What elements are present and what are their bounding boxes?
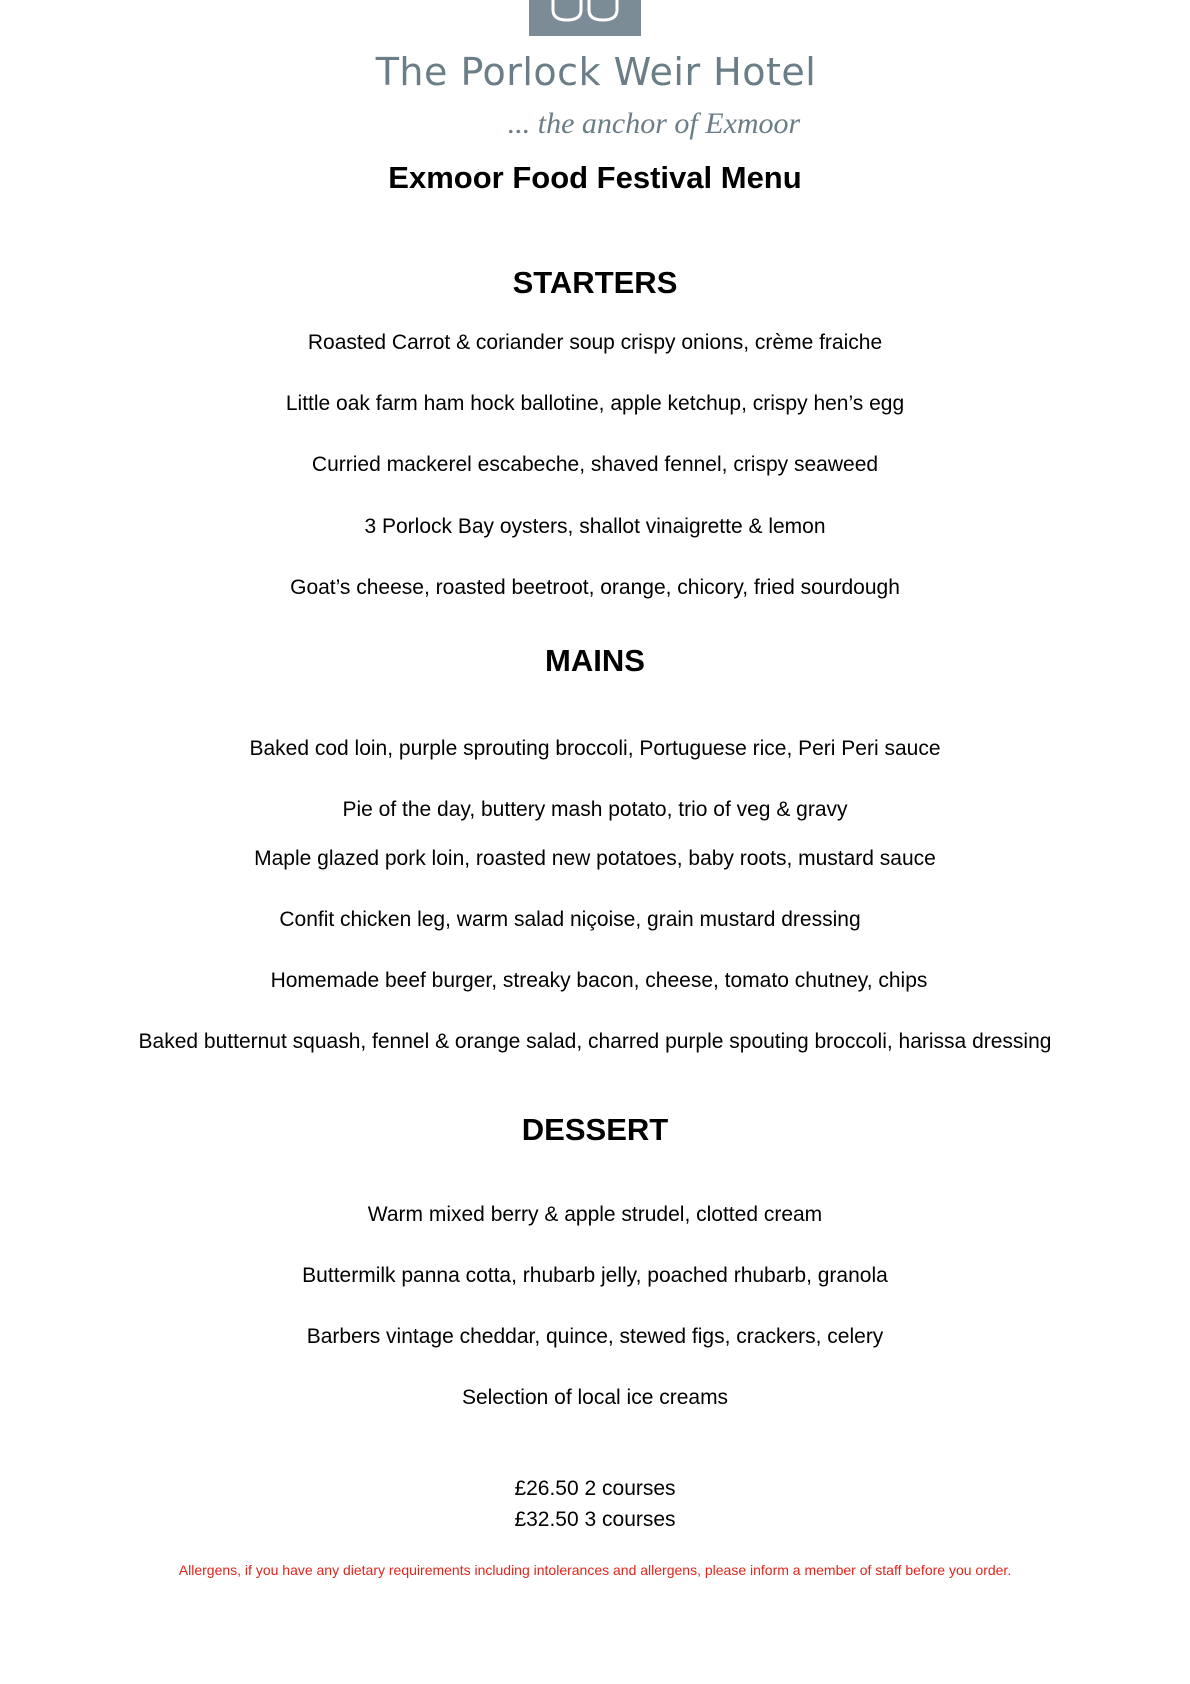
dessert-item: Buttermilk panna cotta, rhubarb jelly, poached rhubarb, granola <box>302 1264 888 1287</box>
starter-item: Little oak farm ham hock ballotine, apple ketchup, crispy hen’s egg <box>285 392 905 415</box>
starter-item: 3 Porlock Bay oysters, shallot vinaigrette & lemon <box>364 515 826 538</box>
allergen-note: Allergens, if you have any dietary requirements including intolerances and allergens, please inform a member of staff before you order. <box>178 1562 1012 1578</box>
main-item: Baked cod loin, purple sprouting broccoli, Portuguese rice, Peri Peri sauce <box>249 737 941 760</box>
main-item: Homemade beef burger, streaky bacon, cheese, tomato chutney, chips <box>270 969 928 992</box>
starter-item: Goat’s cheese, roasted beetroot, orange, chicory, fried sourdough <box>290 576 900 599</box>
main-item: Maple glazed pork loin, roasted new potatoes, baby roots, mustard sauce <box>254 847 936 870</box>
dessert-item: Barbers vintage cheddar, quince, stewed figs, crackers, celery <box>306 1325 884 1348</box>
dessert-heading: DESSERT <box>521 1112 669 1147</box>
dessert-item: Selection of local ice creams <box>461 1386 729 1409</box>
hotel-tagline: ... the anchor of Exmoor <box>507 107 801 140</box>
starters-heading: STARTERS <box>512 265 678 300</box>
mains-heading: MAINS <box>545 643 645 678</box>
price-two-courses: £26.50 2 courses <box>514 1477 676 1500</box>
price-three-courses: £32.50 3 courses <box>514 1508 676 1531</box>
hotel-name: The Porlock Weir Hotel <box>375 50 817 94</box>
dessert-item: Warm mixed berry & apple strudel, clotted cream <box>367 1203 823 1226</box>
main-item: Pie of the day, buttery mash potato, trio of veg & gravy <box>342 798 848 821</box>
main-item: Confit chicken leg, warm salad niçoise, grain mustard dressing <box>279 908 861 931</box>
starter-item: Curried mackerel escabeche, shaved fennel, crispy seaweed <box>311 453 879 476</box>
menu-title: Exmoor Food Festival Menu <box>388 160 802 195</box>
starter-item: Roasted Carrot & coriander soup crispy onions, crème fraiche <box>307 331 883 354</box>
main-item: Baked butternut squash, fennel & orange salad, charred purple spouting broccoli, harissa dressing <box>138 1030 1052 1053</box>
anchor-logo-icon <box>529 0 641 36</box>
